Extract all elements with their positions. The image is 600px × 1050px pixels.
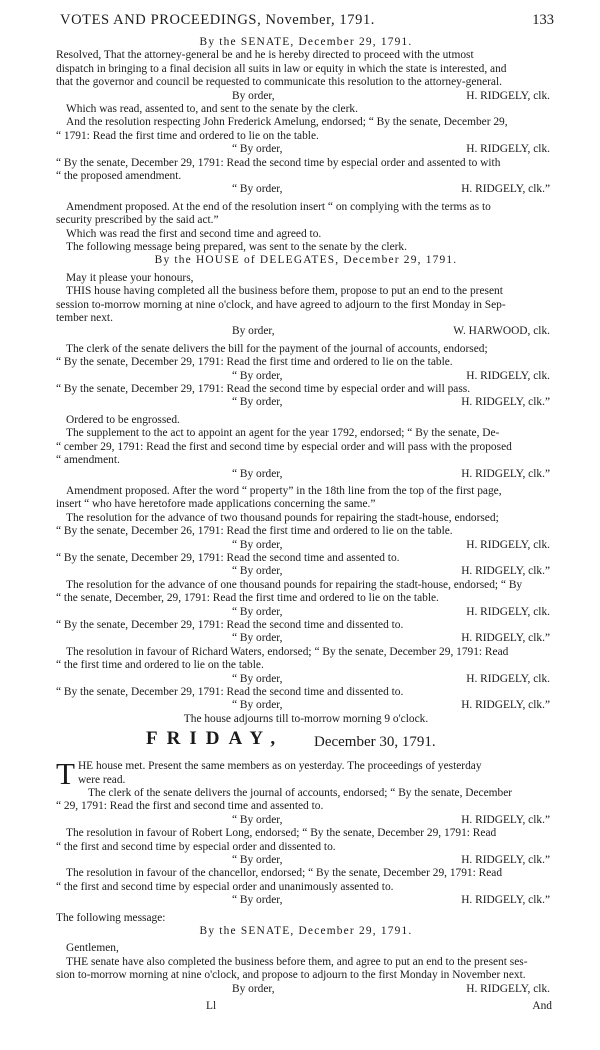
text-line: “ the first and second time by especial order and unanimously assented to. [56, 880, 394, 893]
text-line: And the resolution respecting John Frederick Amelung, endorsed; “ By the senate, December 29, [66, 116, 508, 129]
by-order: “ By order, [232, 396, 283, 409]
signature-row [56, 468, 556, 481]
text-line: Amendment proposed. After the word “ property” in the 18th line from the top of the first page, [66, 484, 502, 497]
by-order: “ By order, [232, 813, 283, 826]
catchword: And [532, 999, 552, 1012]
text-line: session to-morrow morning at nine o'clock, and have agreed to adjourn to the first Monday in Sep- [56, 298, 506, 311]
clerk-signature: H. RIDGELY, clk. [466, 982, 550, 995]
clerk-signature: H. RIDGELY, clk. [466, 605, 550, 618]
resolution-line: Resolved, That the attorney-general be and he is hereby directed to proceed with the utmost [56, 49, 474, 62]
signature-row [56, 699, 556, 712]
clerk-signature: H. RIDGELY, clk.” [461, 699, 550, 712]
signature-row [56, 370, 556, 383]
running-head-title: VOTES AND PROCEEDINGS, November, 1791. [60, 12, 376, 28]
text-line: The clerk of the senate delivers the journal of accounts, endorsed; “ By the senate, December [87, 786, 513, 799]
salutation: May it please your honours, [66, 271, 194, 284]
by-order: “ By order, [232, 183, 283, 196]
text-line: THIS house having completed all the business before them, propose to put an end to the present [66, 285, 503, 298]
resolution-line: dispatch in bringing to a final decision all suits in law or equity in which the state is interested, and [56, 62, 507, 75]
text-line: The resolution for the advance of one thousand pounds for repairing the stadt-house, endorsed; “ By [66, 578, 523, 591]
section-heading-senate-message: By the SENATE, December 29, 1791. [199, 924, 413, 937]
clerk-signature: H. RIDGELY, clk.” [461, 467, 550, 480]
signature-row [56, 325, 556, 338]
text-line: The supplement to the act to appoint an agent for the year 1792, endorsed; “ By the senate, De- [66, 427, 500, 440]
clerk-signature: H. RIDGELY, clk.” [461, 813, 550, 826]
section-heading-senate: By the SENATE, December 29, 1791. [199, 36, 413, 48]
by-order: By order, [232, 325, 275, 338]
text-line: “ the first and second time by especial order and dissented to. [56, 840, 336, 853]
day-name: FRIDAY, [146, 728, 285, 750]
clerk-signature: H. RIDGELY, clk.” [461, 632, 550, 645]
clerk-signature: H. RIDGELY, clk.” [461, 183, 550, 196]
by-order: “ By order, [232, 853, 283, 866]
signature-row [56, 90, 556, 103]
by-order: “ By order, [232, 699, 283, 712]
by-order: “ By order, [232, 565, 283, 578]
text-line: Ordered to be engrossed. [66, 413, 180, 426]
by-order: By order, [232, 982, 275, 995]
by-order: “ By order, [232, 538, 283, 551]
section-heading-house: By the HOUSE of DELEGATES, December 29, 1791. [154, 254, 458, 267]
text-line: “ By the senate, December 29, 1791: Read the second time by especial order and will pass. [56, 383, 471, 396]
text-line: “ the first time and ordered to lie on the table. [56, 659, 264, 672]
signature-row [56, 606, 556, 619]
by-order: By order, [232, 89, 275, 102]
by-order: “ By order, [232, 605, 283, 618]
clerk-signature: H. RIDGELY, clk.” [461, 853, 550, 866]
resolution-line: that the governor and council be requested to communicate this resolution to the attorney-general. [56, 76, 502, 89]
signature-row [56, 854, 556, 867]
page-number: 133 [532, 12, 554, 28]
text-line: sion to-morrow morning at nine o'clock, and propose to adjourn to the first Monday in November next. [56, 969, 526, 982]
running-head [56, 10, 556, 36]
by-order: “ By order, [232, 143, 283, 156]
text-line: The following message: [56, 911, 166, 924]
text-line: Which was read the first and second time and agreed to. [66, 227, 322, 240]
by-order: “ By order, [232, 369, 283, 382]
text-line: The following message being prepared, was sent to the senate by the clerk. [66, 241, 407, 254]
text-line: “ By the senate, December 29, 1791: Read the first time and ordered to lie on the table. [56, 356, 453, 369]
text-line: The resolution in favour of Richard Waters, endorsed; “ By the senate, December 29, 1791: Read [66, 645, 509, 658]
text-line: “ By the senate, December 29, 1791: Read the second time and dissented to. [56, 685, 404, 698]
text-line: Which was read, assented to, and sent to the senate by the clerk. [66, 103, 358, 116]
clerk-signature: H. RIDGELY, clk.” [461, 396, 550, 409]
by-order: “ By order, [232, 672, 283, 685]
salutation: Gentlemen, [66, 942, 119, 955]
text-line: “ 1791: Read the first time and ordered to lie on the table. [56, 129, 319, 142]
text-line: “ By the senate, December 29, 1791: Read the second time by especial order and assented to with [56, 156, 501, 169]
signature-row [56, 396, 556, 409]
signature-row [56, 983, 556, 996]
text-line: “ By the senate, December 29, 1791: Read the second time and assented to. [56, 551, 400, 564]
by-order: “ By order, [232, 632, 283, 645]
text-line: “ By the senate, December 29, 1791: Read the second time and dissented to. [56, 618, 404, 631]
text-line: The resolution in favour of Robert Long, endorsed; “ By the senate, December 29, 1791: Read [66, 827, 497, 840]
signature-row [56, 143, 556, 156]
day-date: December 30, 1791. [314, 734, 436, 751]
text-line: insert “ who have heretofore made applications concerning the same.” [56, 498, 376, 511]
text-line: “ 29, 1791: Read the first and second time and assented to. [56, 800, 324, 813]
drop-cap: T [56, 756, 75, 792]
clerk-signature: H. RIDGELY, clk. [466, 369, 550, 382]
text-line: HE house met. Present the same members as on yesterday. The proceedings of yesterday [77, 760, 482, 773]
clerk-signature: W. HARWOOD, clk. [453, 325, 550, 338]
clerk-signature: H. RIDGELY, clk.” [461, 565, 550, 578]
signature-row [56, 894, 556, 907]
day-heading [56, 728, 556, 756]
page-footer [56, 998, 556, 1014]
text-line: “ the senate, December, 29, 1791: Read the first time and ordered to lie on the table. [56, 592, 439, 605]
text-line: tember next. [56, 312, 113, 325]
text-line: THE senate have also completed the business before them, and agree to put an end to the present ses- [66, 955, 528, 968]
text-line: The resolution in favour of the chancellor, endorsed; “ By the senate, December 29, 1791: Read [66, 867, 503, 880]
signature-row [56, 183, 556, 196]
text-line: “ amendment. [56, 454, 120, 467]
text-line: “ cember 29, 1791: Read the first and second time by especial order and will pass with the proposed [56, 440, 512, 453]
signature-row [56, 814, 556, 827]
text-line: Amendment proposed. At the end of the resolution insert “ on complying with the terms as to [66, 200, 491, 213]
clerk-signature: H. RIDGELY, clk.” [461, 894, 550, 907]
clerk-signature: H. RIDGELY, clk. [466, 143, 550, 156]
text-line: security prescribed by the said act.” [56, 214, 219, 227]
clerk-signature: H. RIDGELY, clk. [466, 538, 550, 551]
text-line: were read. [77, 773, 126, 786]
text-line: The clerk of the senate delivers the bill for the payment of the journal of accounts, endorsed; [66, 342, 488, 355]
text-line: The resolution for the advance of two thousand pounds for repairing the stadt-house, endorsed; [66, 511, 499, 524]
signature-row [56, 673, 556, 686]
signature-row [56, 632, 556, 645]
opening-paragraph [56, 756, 556, 792]
text-line: “ By the senate, December 26, 1791: Read the first time and ordered to lie on the table. [56, 525, 453, 538]
adjournment-line: The house adjourns till to-morrow morning 9 o'clock. [183, 712, 429, 725]
clerk-signature: H. RIDGELY, clk. [466, 672, 550, 685]
signature-row [56, 565, 556, 578]
by-order: “ By order, [232, 894, 283, 907]
text-line: “ the proposed amendment. [56, 170, 182, 183]
signature-mark: Ll [206, 999, 217, 1012]
clerk-signature: H. RIDGELY, clk. [466, 89, 550, 102]
signature-row [56, 539, 556, 552]
by-order: “ By order, [232, 467, 283, 480]
